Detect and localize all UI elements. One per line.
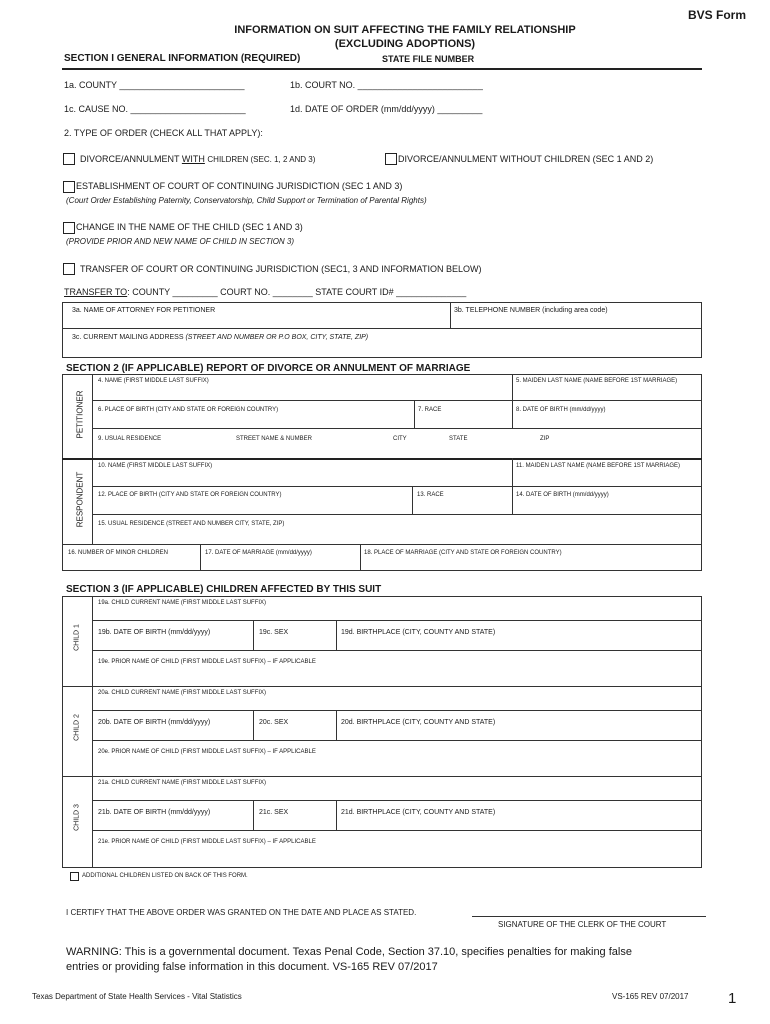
attorney-row-divider	[62, 328, 702, 329]
respondent-birthplace-field[interactable]: 12. PLACE OF BIRTH (CITY AND STATE OR FOREIGN COUNTRY)	[98, 492, 282, 498]
child-birthplace-field[interactable]: 19d. BIRTHPLACE (CITY, COUNTY AND STATE)	[341, 629, 496, 636]
child-row-rule	[92, 710, 702, 711]
form-tag: BVS Form	[688, 8, 747, 22]
petitioner-name-field[interactable]: 4. NAME (FIRST MIDDLE LAST SUFFIX)	[98, 378, 209, 384]
respondent-name-field[interactable]: 10. NAME (FIRST MIDDLE LAST SUFFIX)	[98, 463, 213, 469]
child-sex-field[interactable]: 21c. SEX	[259, 809, 289, 816]
s2-v2	[414, 400, 415, 428]
child-row-rule	[92, 740, 702, 741]
child-birthplace-field[interactable]: 20d. BIRTHPLACE (CITY, COUNTY AND STATE)	[341, 719, 496, 726]
petitioner-race-field[interactable]: 7. RACE	[418, 407, 442, 413]
divorce-without-children-label: DIVORCE/ANNULMENT WITHOUT CHILDREN (SEC 1 AND 2)	[398, 154, 654, 164]
child-dob-field[interactable]: 19b. DATE OF BIRTH (mm/dd/yyyy)	[98, 629, 211, 636]
respondent-side-label: RESPONDENT	[75, 471, 85, 528]
child-block-rule	[62, 686, 702, 687]
attorney-name-field[interactable]: 3a. NAME OF ATTORNEY FOR PETITIONER	[72, 307, 216, 314]
s2-v7	[200, 544, 201, 571]
form-subtitle: (EXCLUDING ADOPTIONS)	[334, 38, 476, 50]
child-current-name-field[interactable]: 21a. CHILD CURRENT NAME (FIRST MIDDLE LAST SUFFIX)	[98, 780, 267, 786]
date-of-order-field[interactable]: 1d. DATE OF ORDER (mm/dd/yyyy) _________	[290, 104, 483, 114]
child-prior-name-field[interactable]: 21e. PRIOR NAME OF CHILD (FIRST MIDDLE LAST SUFFIX) – IF APPLICABLE	[98, 839, 316, 845]
s2-row6-rule	[62, 544, 702, 545]
respondent-residence-field[interactable]: 15. USUAL RESIDENCE (STREET AND NUMBER CITY, STATE, ZIP)	[98, 521, 285, 527]
respondent-dob-field[interactable]: 14. DATE OF BIRTH (mm/dd/yyyy)	[516, 492, 609, 498]
child-row-rule	[92, 830, 702, 831]
section1-rule	[62, 68, 702, 70]
minor-children-field[interactable]: 16. NUMBER OF MINOR CHILDREN	[68, 550, 169, 556]
marriage-place-field[interactable]: 18. PLACE OF MARRIAGE (CITY AND STATE OR FOREIGN COUNTRY)	[364, 550, 562, 556]
child-side-label: CHILD 3	[73, 804, 81, 831]
child-block-rule	[62, 776, 702, 777]
s2-row2-rule	[92, 428, 702, 429]
child-prior-name-field[interactable]: 19e. PRIOR NAME OF CHILD (FIRST MIDDLE LAST SUFFIX) – IF APPLICABLE	[98, 659, 316, 665]
child-birthplace-field[interactable]: 21d. BIRTHPLACE (CITY, COUNTY AND STATE)	[341, 809, 496, 816]
type-of-order-label: 2. TYPE OF ORDER (CHECK ALL THAT APPLY):	[64, 128, 263, 138]
establishment-checkbox[interactable]	[63, 181, 75, 193]
county-field[interactable]: 1a. COUNTY _________________________	[64, 80, 245, 90]
page-number: 1	[728, 990, 737, 1007]
additional-children-label: ADDITIONAL CHILDREN LISTED ON BACK OF THIS FORM.	[82, 873, 248, 879]
child-col-rule	[336, 800, 337, 830]
warning-line1: WARNING: This is a governmental document. Texas Penal Code, Section 37.10, specifies penalties for making false	[66, 946, 632, 958]
section3-box	[62, 596, 702, 868]
child-col-rule	[253, 710, 254, 740]
child-col-rule	[253, 800, 254, 830]
petitioner-zip-label: ZIP	[540, 436, 550, 442]
child-sex-field[interactable]: 20c. SEX	[259, 719, 289, 726]
additional-children-checkbox[interactable]	[70, 872, 79, 881]
child-side-label: CHILD 1	[73, 624, 81, 651]
name-change-label: CHANGE IN THE NAME OF THE CHILD (SEC 1 AND 3)	[76, 222, 303, 232]
establishment-note: (Court Order Establishing Paternity, Conservatorship, Child Support or Termination of Parental Rights)	[66, 196, 427, 205]
section2-heading: SECTION 2 (IF APPLICABLE) REPORT OF DIVORCE OR ANNULMENT OF MARRIAGE	[66, 363, 471, 374]
certification-text: I CERTIFY THAT THE ABOVE ORDER WAS GRANTED ON THE DATE AND PLACE AS STATED.	[66, 908, 417, 917]
marriage-date-field[interactable]: 17. DATE OF MARRIAGE (mm/dd/yyyy)	[205, 550, 312, 556]
petitioner-city-label: CITY	[393, 436, 407, 442]
s2-v1	[512, 374, 513, 400]
child-sex-field[interactable]: 19c. SEX	[259, 629, 289, 636]
footer-agency: Texas Department of State Health Services - Vital Statistics	[32, 992, 242, 1001]
s2-v5	[412, 486, 413, 514]
child-row-rule	[92, 650, 702, 651]
child-current-name-field[interactable]: 19a. CHILD CURRENT NAME (FIRST MIDDLE LAST SUFFIX)	[98, 600, 267, 606]
child-col-rule	[253, 620, 254, 650]
petitioner-dob-field[interactable]: 8. DATE OF BIRTH (mm/dd/yyyy)	[516, 407, 606, 413]
s2-row1-rule	[92, 400, 702, 401]
footer-form-rev: VS-165 REV 07/2017	[612, 992, 689, 1001]
state-file-number-label: STATE FILE NUMBER	[382, 54, 475, 64]
child-row-rule	[92, 620, 702, 621]
court-no-field[interactable]: 1b. COURT NO. _________________________	[290, 80, 483, 90]
child-dob-field[interactable]: 21b. DATE OF BIRTH (mm/dd/yyyy)	[98, 809, 211, 816]
petitioner-side-label: PETITIONER	[75, 390, 85, 439]
establishment-label: ESTABLISHMENT OF COURT OF CONTINUING JURISDICTION (SEC 1 AND 3)	[76, 181, 403, 191]
mailing-address-field[interactable]: 3c. CURRENT MAILING ADDRESS (STREET AND NUMBER OR P.O BOX, CITY, STATE, ZIP)	[72, 334, 369, 341]
divorce-with-children-checkbox[interactable]	[63, 153, 75, 165]
telephone-field[interactable]: 3b. TELEPHONE NUMBER (including area code)	[454, 307, 608, 314]
name-change-note: (PROVIDE PRIOR AND NEW NAME OF CHILD IN SECTION 3)	[66, 237, 295, 246]
respondent-maiden-field[interactable]: 11. MAIDEN LAST NAME (NAME BEFORE 1ST MARRIAGE)	[516, 463, 681, 469]
s2-v3	[512, 400, 513, 428]
divorce-with-children-label: DIVORCE/ANNULMENT WITH CHILDREN (SEC. 1, 2 AND 3)	[80, 154, 316, 164]
petitioner-street-label: STREET NAME & NUMBER	[236, 436, 312, 442]
s2-v8	[360, 544, 361, 571]
section1-heading: SECTION I GENERAL INFORMATION (REQUIRED)	[64, 53, 301, 64]
section3-heading: SECTION 3 (IF APPLICABLE) CHILDREN AFFECTED BY THIS SUIT	[66, 584, 382, 595]
s2-row4-rule	[92, 486, 702, 487]
respondent-race-field[interactable]: 13. RACE	[417, 492, 444, 498]
child-prior-name-field[interactable]: 20e. PRIOR NAME OF CHILD (FIRST MIDDLE LAST SUFFIX) – IF APPLICABLE	[98, 749, 316, 755]
warning-line2: entries or providing false information in this document. VS-165 REV 07/2017	[66, 961, 438, 973]
petitioner-maiden-field[interactable]: 5. MAIDEN LAST NAME (NAME BEFORE 1ST MARRIAGE)	[516, 378, 678, 384]
s2-v4	[512, 458, 513, 486]
child-current-name-field[interactable]: 20a. CHILD CURRENT NAME (FIRST MIDDLE LAST SUFFIX)	[98, 690, 267, 696]
divorce-without-children-checkbox[interactable]	[385, 153, 397, 165]
s2-row5-rule	[92, 514, 702, 515]
cause-no-field[interactable]: 1c. CAUSE NO. _______________________	[64, 104, 246, 114]
signature-label: SIGNATURE OF THE CLERK OF THE COURT	[498, 920, 667, 929]
name-change-checkbox[interactable]	[63, 222, 75, 234]
petitioner-residence-field[interactable]: 9. USUAL RESIDENCE	[98, 436, 162, 442]
child-col-rule	[336, 710, 337, 740]
petitioner-birthplace-field[interactable]: 6. PLACE OF BIRTH (CITY AND STATE OR FOREIGN COUNTRY)	[98, 407, 279, 413]
s2-petitioner-end-rule	[62, 458, 702, 460]
transfer-label: TRANSFER OF COURT OR CONTINUING JURISDICTION (SEC1, 3 AND INFORMATION BELOW)	[80, 264, 482, 274]
attorney-col-divider	[450, 302, 451, 328]
section3-side-divider	[92, 596, 93, 868]
child-dob-field[interactable]: 20b. DATE OF BIRTH (mm/dd/yyyy)	[98, 719, 211, 726]
form-title: INFORMATION ON SUIT AFFECTING THE FAMILY RELATIONSHIP	[234, 24, 576, 36]
child-side-label: CHILD 2	[73, 714, 81, 741]
transfer-to-line[interactable]: TRANSFER TO: COUNTY _________ COURT NO. ________ STATE COURT ID# ______________	[64, 287, 467, 297]
s2-v6	[512, 486, 513, 514]
transfer-checkbox[interactable]	[63, 263, 75, 275]
petitioner-state-label: STATE	[449, 436, 468, 442]
child-row-rule	[92, 800, 702, 801]
child-col-rule	[336, 620, 337, 650]
signature-line[interactable]	[472, 916, 706, 917]
section2-box	[62, 374, 702, 571]
